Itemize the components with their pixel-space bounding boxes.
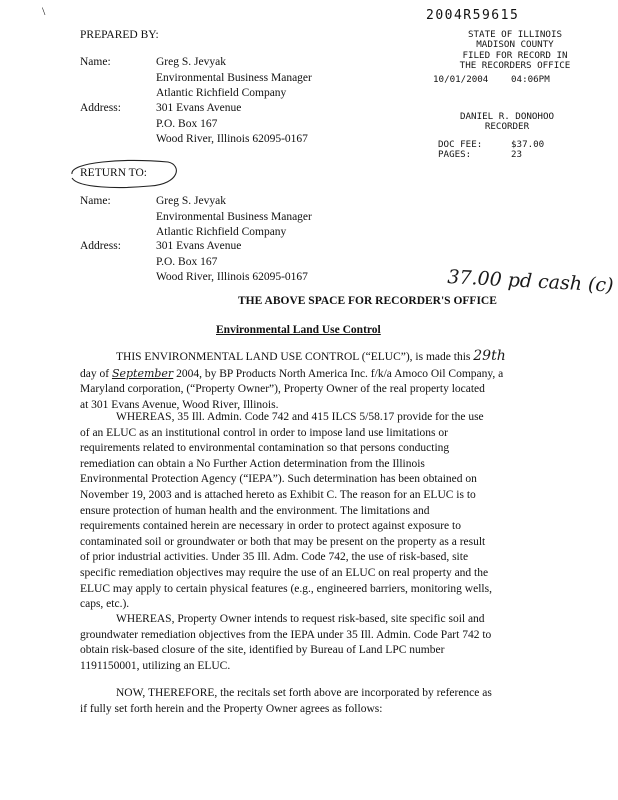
text-line: of prior industrial activities. Under 35 Ill. Adm. Code 742, the use of risk-based, site xyxy=(80,551,469,564)
text-line: contaminated soil or groundwater or both that may be present on the property as a result xyxy=(80,535,486,548)
text-line: if fully set forth herein and the Property Owner agrees as follows: xyxy=(80,702,383,715)
text-line: ELUC may apply to certain physical features (e.g., engineered barriers, monitoring wells, xyxy=(80,582,492,595)
text-line: WHEREAS, 35 Ill. Admin. Code 742 and 415 ILCS 5/58.17 provide for the use xyxy=(116,411,484,423)
prepared-by-address-block xyxy=(156,101,308,148)
text-line: specific remediation objectives may require the use of an ELUC on real property and the xyxy=(80,566,489,579)
return-to-address-label: Address: xyxy=(80,240,121,252)
pages-label: PAGES: xyxy=(438,149,472,160)
text-line: 301 Evans Avenue xyxy=(156,102,242,114)
text-line: Greg S. Jevyak xyxy=(156,56,226,68)
text-line: Wood River, Illinois 62095-0167 xyxy=(156,271,308,284)
handwritten-day: 29th xyxy=(473,348,506,364)
pages-value: 23 xyxy=(511,149,523,160)
text-line: P.O. Box 167 xyxy=(156,255,218,268)
recorded-time: 04:06PM xyxy=(511,74,550,85)
document-number: 2004R59615 xyxy=(426,8,520,23)
text-line: ensure protection of human health and the environment. The limitations and xyxy=(80,504,430,517)
intro-line-1: THIS ENVIRONMENTAL LAND USE CONTROL (“ELUC”), is made this xyxy=(116,351,471,363)
text-line: Atlantic Richfield Company xyxy=(156,87,287,100)
text-line: Wood River, Illinois 62095-0167 xyxy=(156,133,308,146)
text-line: remediation can obtain a No Further Action determination from the Illinois xyxy=(80,457,425,470)
stamp-line: FILED FOR RECORD IN xyxy=(462,49,568,61)
recorder-space-label: THE ABOVE SPACE FOR RECORDER'S OFFICE xyxy=(238,295,497,307)
stamp-line: MADISON COUNTY xyxy=(476,39,554,51)
text-line: groundwater remediation objectives from the IEPA under 35 Ill. Admin. Code Part 742 to xyxy=(80,628,492,641)
stamp-line: STATE OF ILLINOIS xyxy=(467,29,563,40)
handwritten-month: September xyxy=(111,366,174,380)
text-line: 1191150001, utilizing an ELUC. xyxy=(80,659,231,672)
text-line: of an ELUC as an institutional control in order to impose land use limitations or xyxy=(80,426,448,439)
text-line: caps, etc.). xyxy=(80,598,130,611)
prepared-by-name-block xyxy=(156,55,312,102)
recorder-stamp-header xyxy=(446,30,584,72)
intro-line-2-prefix: day of xyxy=(80,367,110,380)
prepared-by-address-label: Address: xyxy=(80,102,121,114)
text-line xyxy=(80,366,600,383)
doc-fee-label: DOC FEE: xyxy=(438,139,483,150)
text-line: requirements contained herein are necessary in order to protect against exposure to xyxy=(80,520,461,533)
stamp-line: THE RECORDERS OFFICE xyxy=(459,60,571,72)
text-line xyxy=(80,349,600,366)
text-line: requirements related to environmental contamination so that persons conducting xyxy=(80,442,450,455)
handwritten-fee-note: 37.00 pd cash (c) xyxy=(446,266,615,297)
text-line: Environmental Business Manager xyxy=(156,71,312,84)
text-line: NOW, THEREFORE, the recitals set forth above are incorporated by reference as xyxy=(116,687,492,699)
text-line: WHEREAS, Property Owner intends to request risk-based, site specific soil and xyxy=(116,613,485,625)
page-corner-mark: \ xyxy=(42,4,46,18)
prepared-by-heading: PREPARED BY: xyxy=(80,29,159,41)
document-title: Environmental Land Use Control xyxy=(216,324,381,336)
recorded-date: 10/01/2004 xyxy=(433,74,489,85)
text-line: Maryland corporation, (“Property Owner”), Property Owner of the real property located xyxy=(80,383,485,396)
text-line: Environmental Business Manager xyxy=(156,210,312,223)
text-line: P.O. Box 167 xyxy=(156,117,218,130)
return-to-name-label: Name: xyxy=(80,195,111,207)
recorder-name: DANIEL R. DONOHOO xyxy=(459,111,555,122)
text-line: November 19, 2003 and is attached hereto as Exhibit C. The reason for an ELUC is to xyxy=(80,488,476,501)
text-line: Greg S. Jevyak xyxy=(156,195,226,207)
return-to-address-block xyxy=(156,239,308,286)
intro-line-2-rest: 2004, by BP Products North America Inc. f/k/a Amoco Oil Company, a xyxy=(176,367,504,380)
text-line: obtain risk-based closure of the site, identified by Bureau of Land LPC number xyxy=(80,644,445,657)
return-to-name-block xyxy=(156,194,312,241)
text-line: at 301 Evans Avenue, Wood River, Illinois. xyxy=(80,398,279,411)
text-line: 301 Evans Avenue xyxy=(156,240,242,252)
text-line: Environmental Protection Agency (“IEPA”). Such determination has been obtained on xyxy=(80,473,477,486)
whereas-paragraph-1 xyxy=(80,410,605,613)
return-to-heading: RETURN TO: xyxy=(80,167,147,179)
intro-paragraph xyxy=(80,349,600,413)
now-therefore-paragraph xyxy=(80,686,605,717)
recorder-title: RECORDER xyxy=(484,121,530,133)
whereas-paragraph-2 xyxy=(80,612,605,674)
recorder-name-block xyxy=(447,112,567,133)
doc-fee-value: $37.00 xyxy=(511,139,545,150)
prepared-by-name-label: Name: xyxy=(80,56,111,68)
text-line: Atlantic Richfield Company xyxy=(156,226,287,239)
